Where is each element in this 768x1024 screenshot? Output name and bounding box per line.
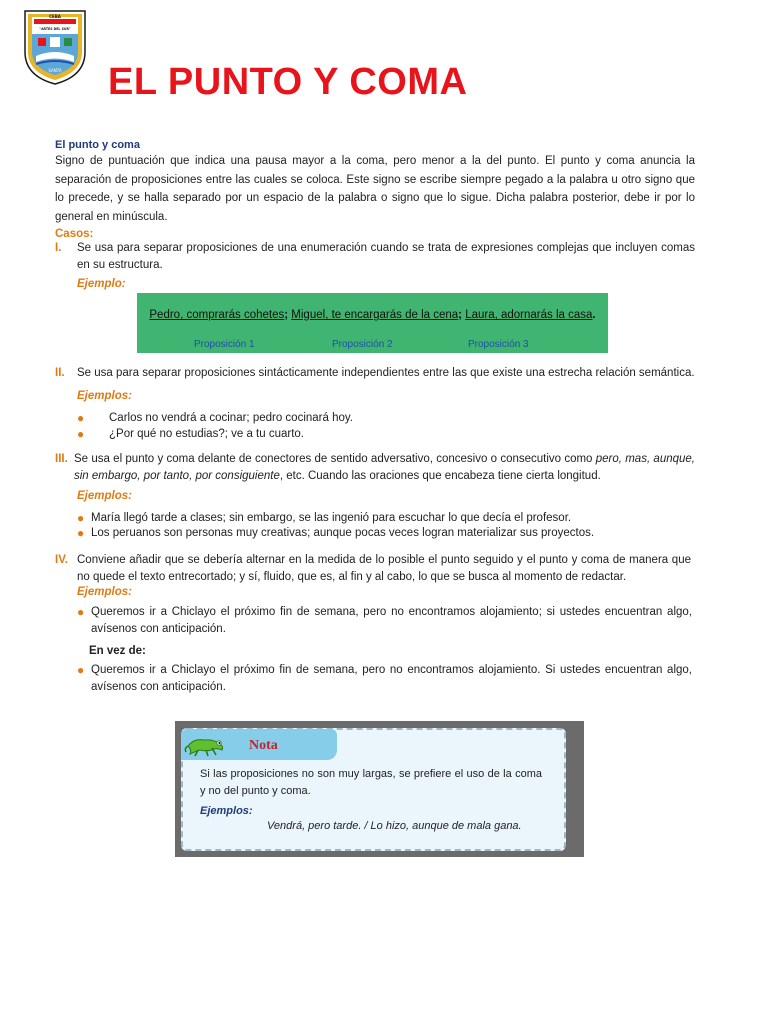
case-text: Se usa para separar proposiciones sintácticamente independientes entre las que existe una estrecha relación semántica. [77, 367, 695, 379]
bullet-icon: ● [77, 511, 85, 525]
proposition-1-label: Proposición 1 [194, 339, 255, 350]
case-number: IV. [55, 554, 69, 566]
example-box [137, 293, 608, 353]
svg-text:SANTA: SANTA [48, 68, 62, 73]
gecko-icon [184, 730, 228, 758]
note-label: Nota [249, 738, 278, 753]
instead-label: En vez de: [89, 645, 146, 657]
proposition-3-label: Proposición 3 [468, 339, 529, 350]
note-examples: Vendrá, pero tarde. / Lo hizo, aunque de mala gana. [267, 820, 522, 832]
proposition-2-text: Miguel, te encargarás de la cena [291, 309, 459, 321]
example-label: Ejemplos: [77, 586, 132, 598]
case-number: II. [55, 367, 65, 379]
example-label: Ejemplo: [77, 278, 126, 290]
case-text: Conviene añadir que se debería alternar en la medida de lo posible el punto seguido y el punto y coma de manera que no quede el texto entrecortado; y sí, fluido, que es, al fin y al cabo, lo que se busca al momento de redactar. [77, 554, 691, 583]
list-item: ● Los peruanos son personas muy creativas; aunque pocas veces logran materializar sus proyectos. [77, 526, 595, 540]
case-number: I. [55, 242, 62, 254]
note-text: Si las proposiciones no son muy largas, se prefiere el uso de la coma y no del punto y coma. [200, 768, 542, 797]
proposition-3-text: Laura, adornarás la casa [465, 309, 593, 321]
example-label: Ejemplos: [77, 490, 132, 502]
case-4 [55, 552, 691, 586]
section-subtitle: El punto y coma [55, 139, 140, 151]
svg-text:"ARTES DEL SUR": "ARTES DEL SUR" [39, 27, 71, 31]
case-1 [55, 240, 695, 274]
school-crest-logo [22, 8, 88, 86]
list-item: ● Queremos ir a Chiclayo el próximo fin de semana, pero no encontramos alojamiento. Si ustedes encuentran algo, avísenos con anticipación. [77, 663, 692, 693]
bullet-icon: ● [77, 427, 85, 441]
case-3 [55, 451, 695, 485]
case-text: Se usa el punto y coma delante de conectores de sentido adversativo, concesivo o consecutivo como pero, mas, aunque, sin embargo, por tanto, por consiguiente, etc. Cuando las oraciones que encabeza tiene cierta longitud. [74, 453, 695, 482]
proposition-1-text: Pedro, comprarás cohetes [149, 309, 285, 321]
svg-text:CEBA: CEBA [49, 14, 61, 19]
bullet-icon: ● [77, 411, 85, 425]
list-item: ● ¿Por qué no estudias?; ve a tu cuarto. [77, 427, 304, 441]
case-number: III. [55, 453, 68, 465]
bullet-icon: ● [77, 663, 85, 677]
case-text: Se usa para separar proposiciones de una enumeración cuando se trata de expresiones complejas que incluyen comas en su estructura. [77, 242, 695, 271]
bullet-icon: ● [77, 526, 85, 540]
casos-heading: Casos: [55, 228, 94, 240]
list-item: ● María llegó tarde a clases; sin embargo, se las ingenió para escuchar lo que decía el profesor. [77, 511, 572, 525]
intro-paragraph: Signo de puntuación que indica una pausa mayor a la coma, pero menor a la del punto. El punto y coma anuncia la separación de proposiciones entre las cuales se coloca. Este signo se escribe siempre pegado a la palabra u otro signo que lo precede, y se halla separado por un espacio de la palabra o signo que lo sigue. Dicha palabra posterior, debe ir por lo general en minúscula. [55, 155, 695, 223]
bullet-icon: ● [77, 605, 85, 619]
case-2 [55, 365, 695, 382]
list-item: ● Carlos no vendrá a cocinar; pedro cocinará hoy. [77, 411, 353, 425]
proposition-2-label: Proposición 2 [332, 339, 393, 350]
page-title: EL PUNTO Y COMA [108, 61, 468, 103]
list-item: ● Queremos ir a Chiclayo el próximo fin de semana, pero no encontramos alojamiento; si ustedes encuentran algo, avísenos con anticipación. [77, 605, 692, 635]
example-sentence: Pedro, comprarás cohetes; Miguel, te encargarás de la cena; Laura, adornarás la casa. [149, 309, 596, 321]
example-label: Ejemplos: [77, 390, 132, 402]
note-examples-label: Ejemplos: [200, 805, 253, 817]
